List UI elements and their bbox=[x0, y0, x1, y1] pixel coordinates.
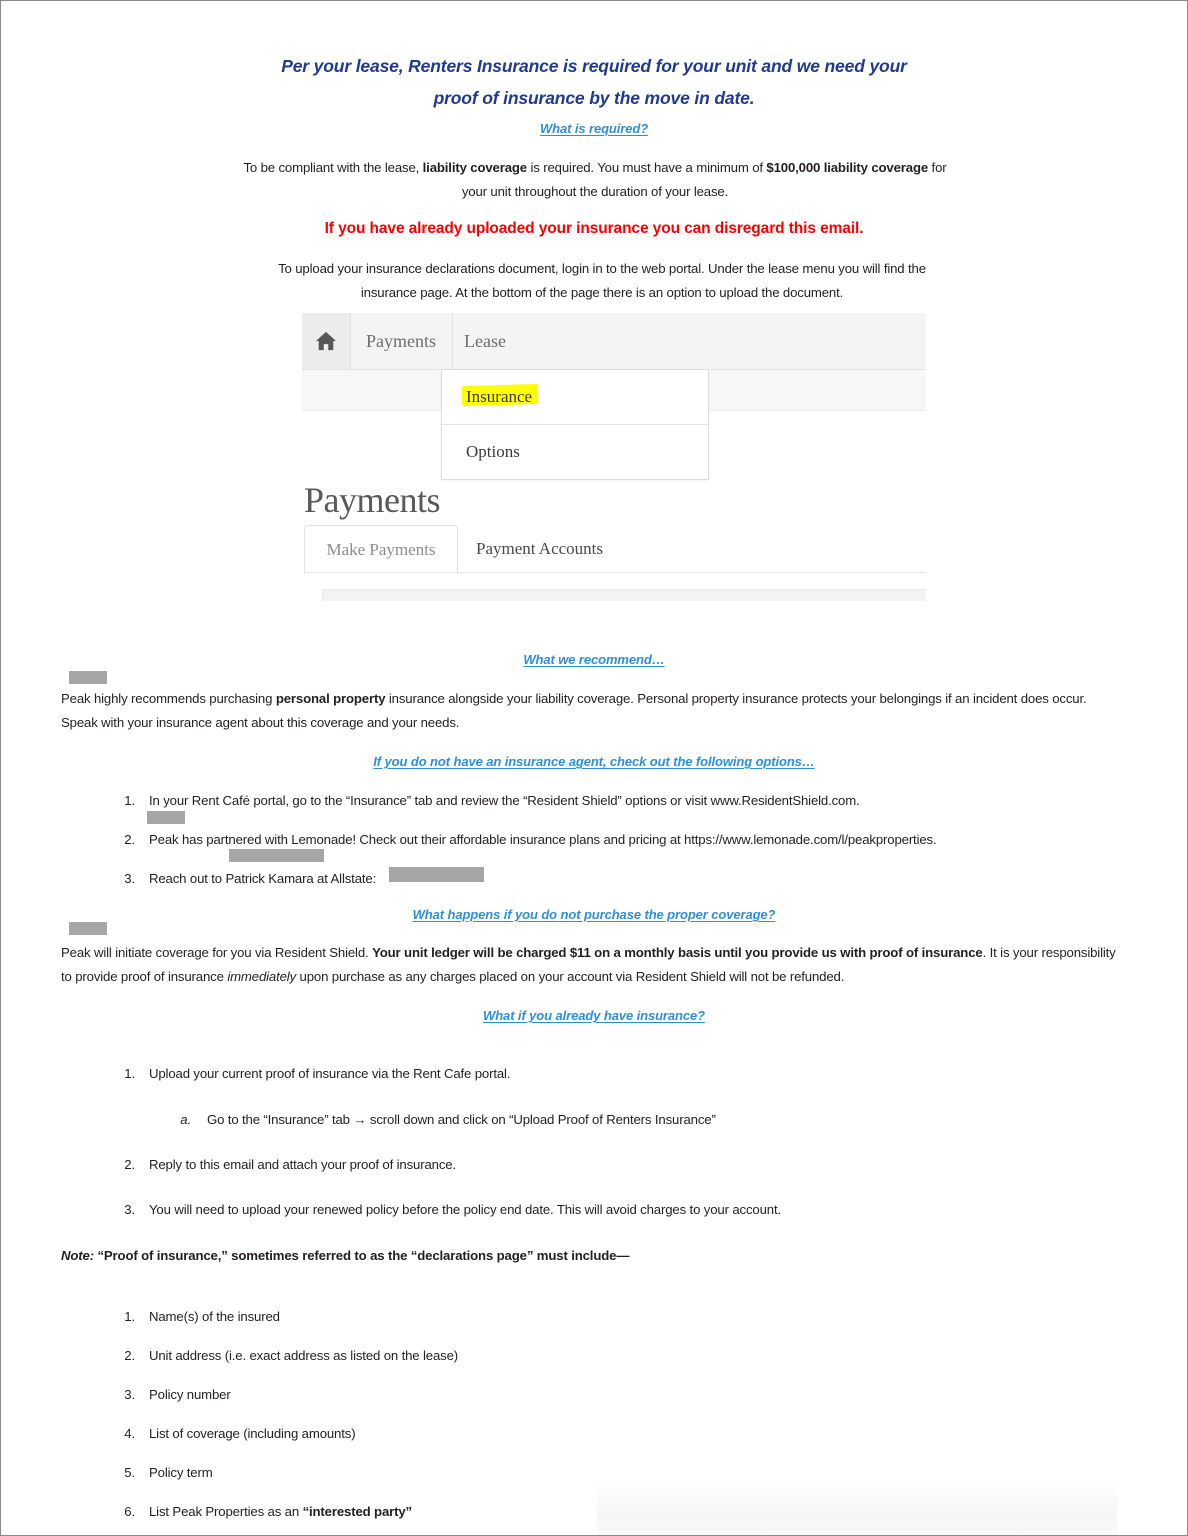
declarations-item-text: Policy number bbox=[149, 1387, 231, 1402]
section-heading-already-have-insurance[interactable]: What if you already have insurance? bbox=[483, 1008, 705, 1023]
page-title-line-2: proof of insurance by the move in date. bbox=[433, 88, 755, 108]
requirement-bold-amount: $100,000 liability coverage bbox=[766, 160, 929, 175]
list-item bbox=[113, 1424, 993, 1444]
portal-tab-make-payments[interactable] bbox=[304, 525, 458, 574]
portal-tab-make-payments-label: Make Payments bbox=[326, 540, 436, 559]
requirement-bold-liability: liability coverage bbox=[422, 160, 527, 175]
declarations-items-list bbox=[113, 1307, 993, 1522]
list-marker: 2. bbox=[124, 1348, 135, 1363]
list-marker: 1. bbox=[124, 1309, 135, 1324]
portal-dropdown-insurance-label: Insurance bbox=[466, 387, 533, 406]
note-label: Note: bbox=[61, 1248, 94, 1263]
agent-option-text: Peak has partnered with Lemonade! Check out their affordable insurance plans and pricing at https://www.lemonade.com/l/peakproperties. bbox=[149, 832, 937, 847]
redaction-block-option-1 bbox=[147, 811, 185, 824]
list-item bbox=[113, 1064, 993, 1084]
already-have-steps-list bbox=[113, 1064, 993, 1084]
consequence-paragraph bbox=[61, 941, 1125, 989]
recommend-paragraph bbox=[61, 687, 1125, 735]
consequence-italic: immediately bbox=[227, 969, 297, 984]
portal-dropdown-item-options[interactable] bbox=[442, 424, 708, 479]
list-item bbox=[169, 1110, 989, 1130]
upload-instructions-line-2: insurance page. At the bottom of the page there is an option to upload the document. bbox=[360, 285, 844, 300]
portal-tab-payment-accounts[interactable] bbox=[464, 525, 615, 573]
portal-tab-divider bbox=[304, 572, 926, 573]
requirement-pre: To be compliant with the lease, bbox=[243, 160, 423, 175]
portal-nav-payments-label: Payments bbox=[366, 330, 436, 351]
portal-lease-dropdown bbox=[441, 369, 709, 480]
agent-option-text: Reach out to Patrick Kamara at Allstate: bbox=[149, 871, 377, 886]
home-icon[interactable] bbox=[302, 313, 351, 369]
declarations-note bbox=[61, 1244, 1125, 1268]
list-item bbox=[113, 1385, 993, 1405]
upload-instructions-line-1: To upload your insurance declarations document, login in to the web portal. Under the lease menu you will find the bbox=[278, 261, 926, 276]
list-item bbox=[113, 869, 993, 889]
list-marker: 1. bbox=[124, 1066, 135, 1081]
list-marker: 1. bbox=[124, 793, 135, 808]
consequence-bold: Your unit ledger will be charged $11 on a monthly basis until you provide us with proof of insurance bbox=[372, 945, 983, 960]
recommend-bold: personal property bbox=[275, 691, 386, 706]
portal-nav-lease[interactable] bbox=[448, 313, 522, 369]
portal-content-panel bbox=[322, 589, 926, 601]
portal-dropdown-item-insurance[interactable] bbox=[442, 370, 708, 424]
list-item bbox=[113, 1463, 993, 1483]
already-have-substep-list bbox=[169, 1110, 989, 1130]
section-heading-what-happens[interactable]: What happens if you do not purchase the proper coverage? bbox=[412, 907, 776, 922]
section-heading-what-we-recommend[interactable]: What we recommend… bbox=[523, 652, 665, 667]
page-title-line-1: Per your lease, Renters Insurance is required for your unit and we need your bbox=[281, 56, 907, 76]
list-item bbox=[113, 791, 993, 811]
list-marker: 2. bbox=[124, 1157, 135, 1172]
already-have-steps-list-continued bbox=[113, 1155, 993, 1220]
portal-dropdown-options-label: Options bbox=[466, 442, 520, 461]
list-item bbox=[113, 1155, 993, 1175]
portal-screenshot bbox=[302, 313, 926, 601]
substep-text: Go to the “Insurance” tab → scroll down and click on “Upload Proof of Renters Insurance” bbox=[207, 1112, 716, 1127]
portal-tab-payment-accounts-label: Payment Accounts bbox=[476, 539, 604, 558]
agent-options-list bbox=[113, 791, 993, 889]
section-heading-no-agent-options[interactable]: If you do not have an insurance agent, check out the following options… bbox=[373, 754, 815, 769]
agent-option-text: In your Rent Café portal, go to the “Insurance” tab and review the “Resident Shield” options or visit www.ResidentShield.com. bbox=[149, 793, 860, 808]
recommend-post: insurance alongside your liability coverage. Personal property insurance protects your belongings if an incident does occur. Speak with your insurance agent about this coverage and your needs. bbox=[61, 691, 1087, 730]
list-marker: 3. bbox=[124, 871, 135, 886]
redaction-block-consequence bbox=[69, 922, 107, 935]
section-heading-what-is-required[interactable]: What is required? bbox=[539, 121, 649, 136]
declarations-item-text: List of coverage (including amounts) bbox=[149, 1426, 356, 1441]
already-step-text: You will need to upload your renewed policy before the policy end date. This will avoid charges to your account. bbox=[149, 1202, 781, 1217]
already-step-text: Reply to this email and attach your proof of insurance. bbox=[149, 1157, 456, 1172]
list-item bbox=[113, 1346, 993, 1366]
declarations-item-bold: “interested party” bbox=[302, 1504, 412, 1519]
recommend-pre: Peak highly recommends purchasing bbox=[61, 691, 276, 706]
consequence-post: upon purchase as any charges placed on your account via Resident Shield will not be refunded. bbox=[296, 969, 845, 984]
requirement-post: for your unit throughout the duration of your lease. bbox=[461, 160, 947, 199]
consequence-mid: . It is your responsibility to provide proof of insurance bbox=[61, 945, 1116, 984]
portal-nav-lease-label: Lease bbox=[464, 330, 506, 351]
portal-nav-payments[interactable] bbox=[350, 313, 453, 369]
list-marker: a. bbox=[180, 1112, 191, 1127]
list-marker: 5. bbox=[124, 1465, 135, 1480]
list-item bbox=[113, 1200, 993, 1220]
redaction-block-recommend bbox=[69, 671, 107, 684]
portal-page-title: Payments bbox=[304, 480, 440, 521]
list-marker: 2. bbox=[124, 832, 135, 847]
declarations-item-text: Name(s) of the insured bbox=[149, 1309, 280, 1324]
list-item bbox=[113, 830, 993, 850]
redaction-block-option-2 bbox=[229, 849, 324, 862]
redaction-block-option-3 bbox=[389, 867, 484, 882]
list-marker: 4. bbox=[124, 1426, 135, 1441]
disregard-warning: If you have already uploaded your insurance you can disregard this email. bbox=[324, 220, 864, 237]
declarations-item-text: List Peak Properties as an bbox=[149, 1504, 303, 1519]
already-step-text: Upload your current proof of insurance via the Rent Cafe portal. bbox=[149, 1066, 511, 1081]
requirement-mid: is required. You must have a minimum of bbox=[527, 160, 767, 175]
insurance-highlight-wrapper bbox=[466, 387, 532, 407]
portal-tab-bar bbox=[304, 525, 926, 573]
requirement-paragraph bbox=[239, 156, 951, 204]
list-item bbox=[113, 1502, 993, 1522]
list-marker: 3. bbox=[124, 1387, 135, 1402]
note-text: “Proof of insurance,” sometimes referred to as the “declarations page” must include— bbox=[93, 1248, 630, 1263]
consequence-pre: Peak will initiate coverage for you via Resident Shield. bbox=[61, 945, 373, 960]
list-item bbox=[113, 1307, 993, 1327]
declarations-item-text: Policy term bbox=[149, 1465, 213, 1480]
list-marker: 3. bbox=[124, 1202, 135, 1217]
list-marker: 6. bbox=[124, 1504, 135, 1519]
declarations-item-text: Unit address (i.e. exact address as listed on the lease) bbox=[149, 1348, 458, 1363]
